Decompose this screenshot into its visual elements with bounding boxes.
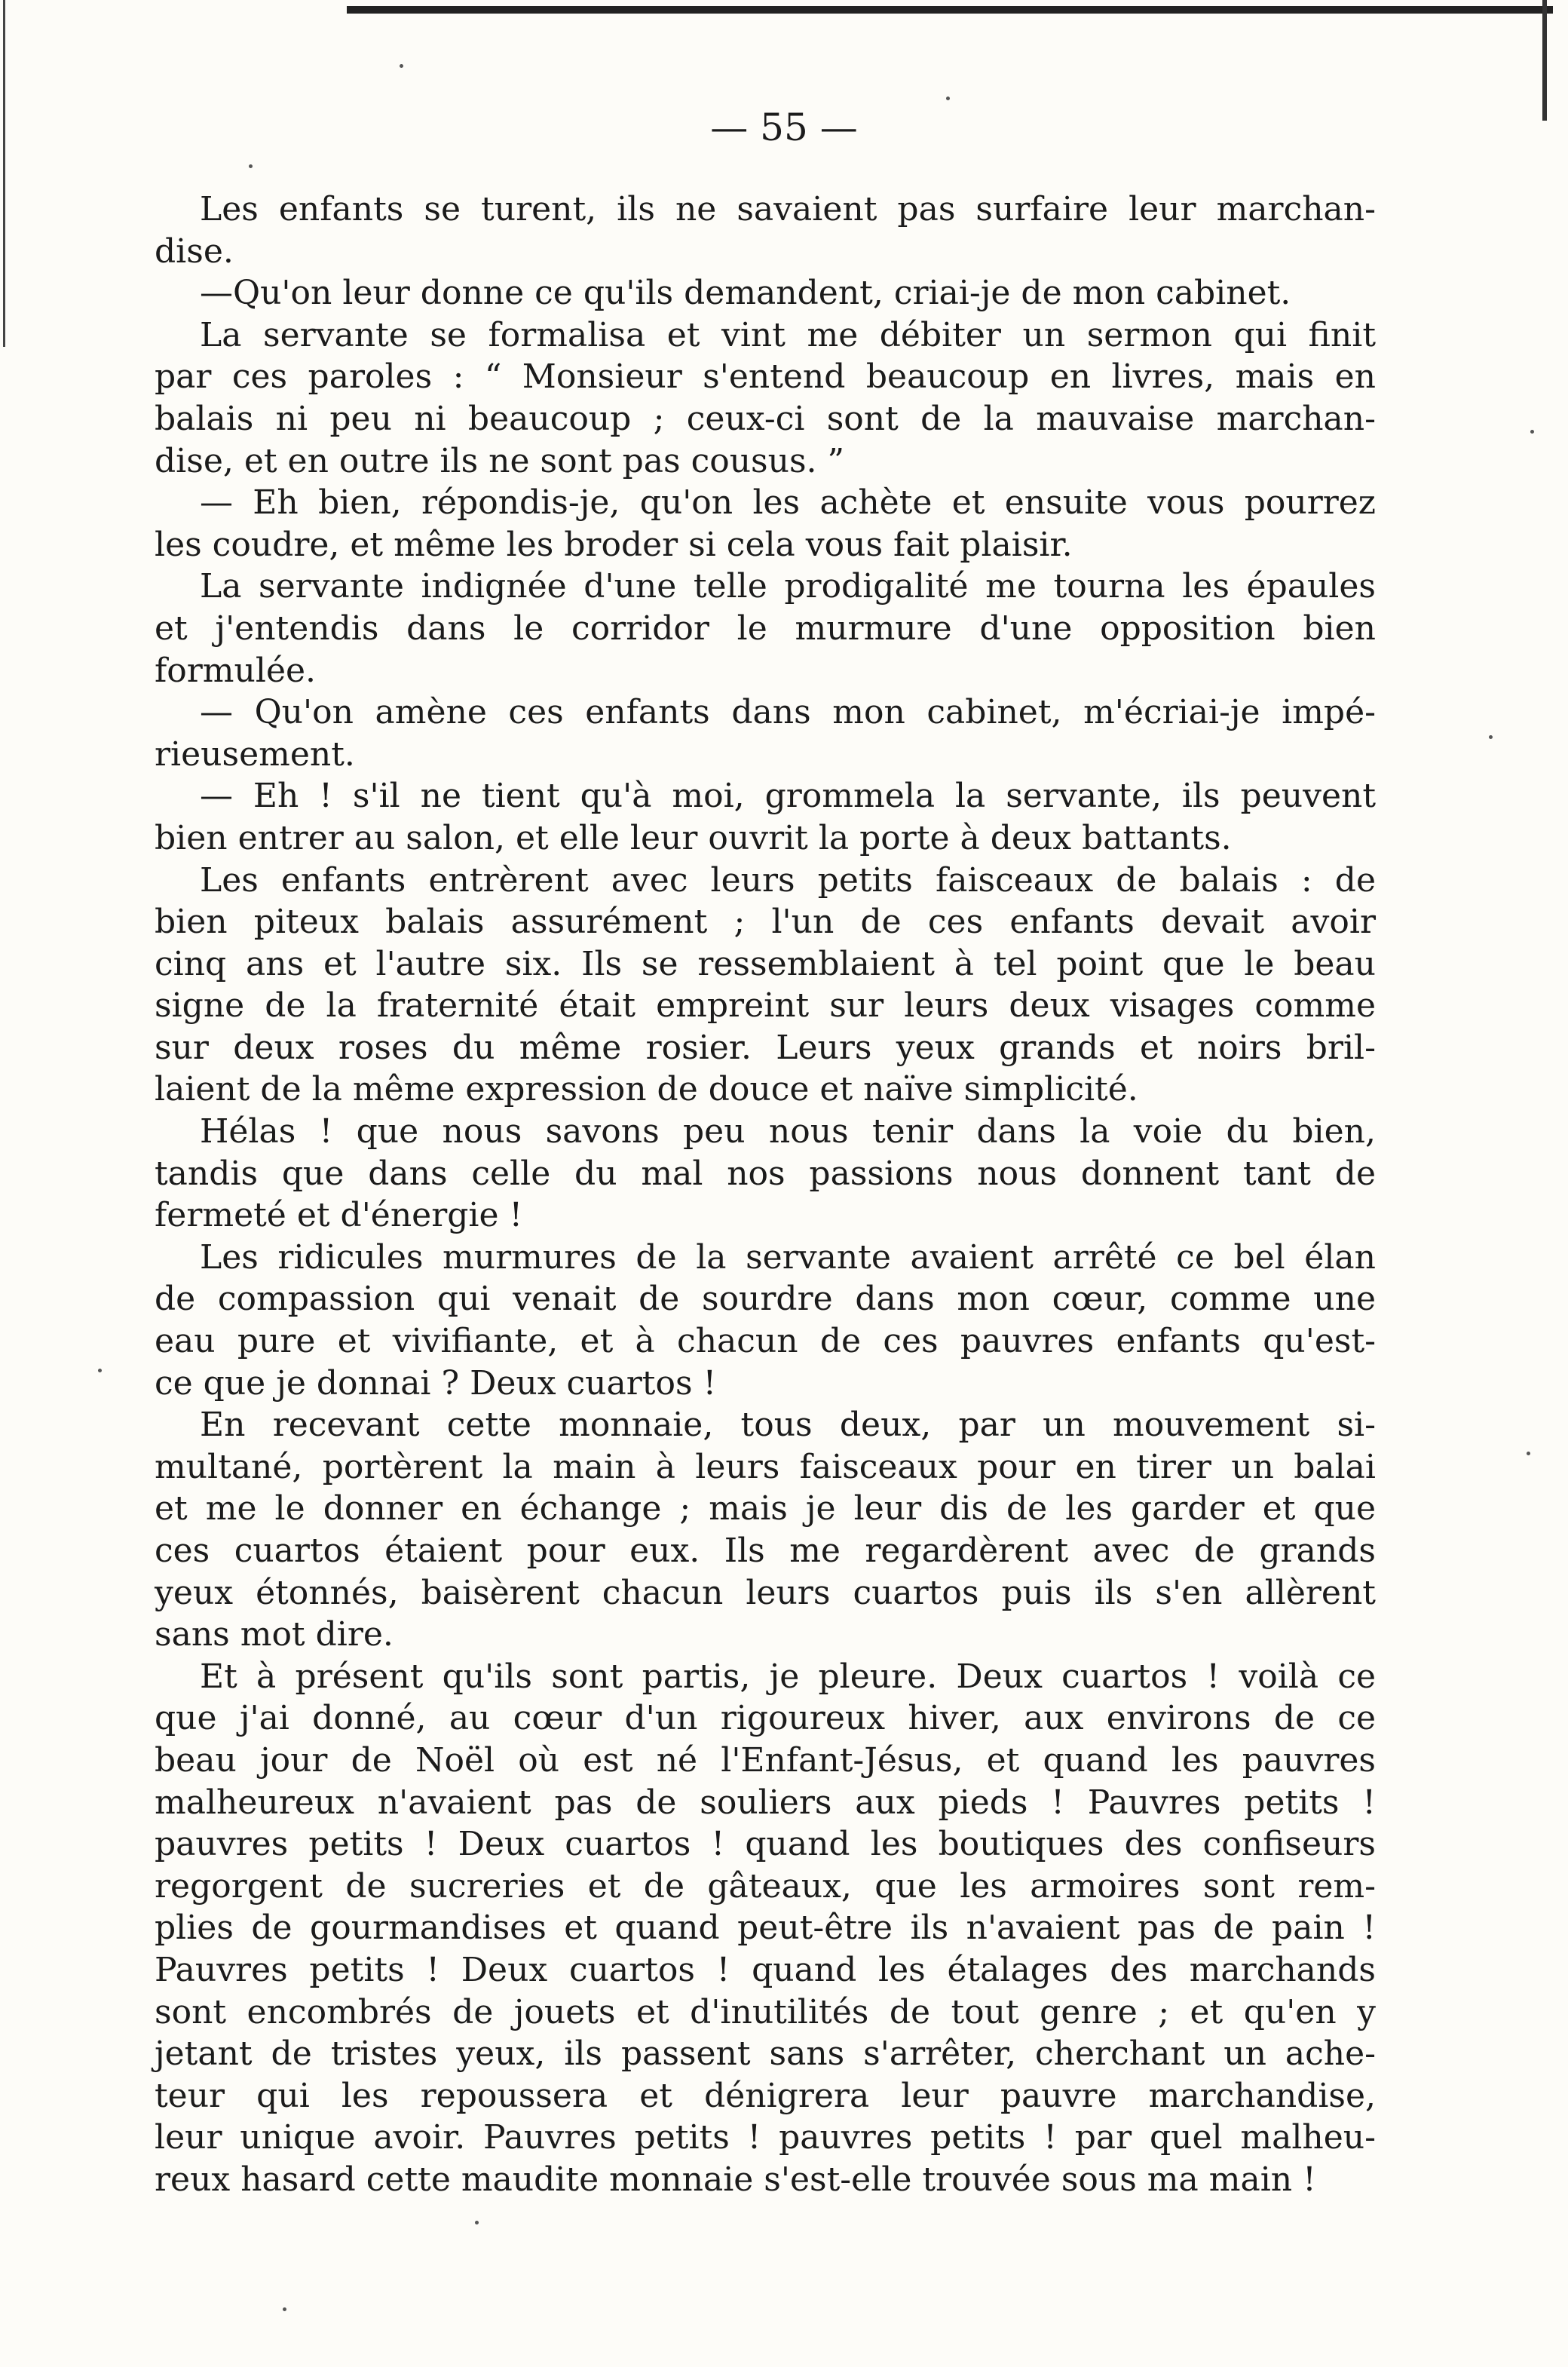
print-speck	[1527, 1452, 1530, 1455]
text-line: plies de gourmandises et quand peut-être ils n'avaient pas de pain !	[155, 1909, 1376, 1948]
text-line: —Qu'on leur donne ce qu'ils demandent, criai-je de mon cabinet.	[200, 274, 1291, 313]
text-line: rieusement.	[155, 734, 355, 774]
text-line: dise, et en outre ils ne sont pas cousus. ”	[155, 441, 845, 480]
text-line: teur qui les repoussera et dénigrera leur pauvre marchandise,	[155, 2076, 1376, 2115]
print-speck	[98, 1369, 102, 1372]
text-line: bien entrer au salon, et elle leur ouvrit la porte à deux battants.	[155, 818, 1232, 857]
text-line: Pauvres petits ! Deux cuartos ! quand les étalages des marchands	[155, 1950, 1376, 1989]
text-line: Hélas ! que nous savons peu nous tenir dans la voie du bien,	[200, 1112, 1376, 1151]
print-speck	[249, 164, 253, 168]
body-text	[155, 189, 1376, 2201]
text-line: bien piteux balais assurément ; l'un de ces enfants devait avoir	[155, 903, 1376, 942]
text-line: fermeté et d'énergie !	[155, 1196, 523, 1235]
text-line: de compassion qui venait de sourdre dans mon cœur, comme une	[155, 1280, 1376, 1319]
text-line: signe de la fraternité était empreint sur leurs deux visages comme	[155, 986, 1376, 1026]
text-line: Les enfants se turent, ils ne savaient pas surfaire leur marchan-	[200, 190, 1376, 228]
text-line: ces cuartos étaient pour eux. Ils me regardèrent avec de grands	[155, 1531, 1376, 1570]
text-line: Et à présent qu'ils sont partis, je pleure. Deux cuartos ! voilà ce	[200, 1657, 1376, 1696]
text-line: sont encombrés de jouets et d'inutilités de tout genre ; et qu'en y	[155, 1992, 1376, 2031]
text-line: balais ni peu ni beaucoup ; ceux-ci sont de la mauvaise marchan-	[155, 399, 1376, 438]
text-line: sans mot dire.	[155, 1615, 394, 1654]
text-line: formulée.	[155, 651, 317, 690]
print-speck	[946, 97, 950, 100]
text-line: malheureux n'avaient pas de souliers aux pieds ! Pauvres petits !	[155, 1783, 1376, 1822]
text-line: La servante se formalisa et vint me débiter un sermon qui finit	[200, 315, 1376, 354]
right-border-rule	[1542, 0, 1547, 121]
text-line: beau jour de Noël où est né l'Enfant-Jésus, et quand les pauvres	[155, 1740, 1376, 1780]
left-border-rule	[3, 0, 5, 347]
text-line: laient de la même expression de douce et naïve simplicité.	[155, 1070, 1138, 1109]
text-line: En recevant cette monnaie, tous deux, par un mouvement si-	[200, 1406, 1376, 1445]
text-line: sur deux roses du même rosier. Leurs yeux grands et noirs bril-	[155, 1028, 1376, 1067]
print-speck	[400, 64, 403, 68]
text-line: yeux étonnés, baisèrent chacun leurs cuartos puis ils s'en allèrent	[155, 1573, 1376, 1612]
print-speck	[1530, 430, 1534, 434]
text-line: jetant de tristes yeux, ils passent sans s'arrêter, cherchant un ache-	[155, 2034, 1376, 2074]
text-line: multané, portèrent la main à leurs faisceaux pour en tirer un balai	[155, 1447, 1376, 1486]
text-line: — Eh bien, répondis-je, qu'on les achète et ensuite vous pourrez	[200, 483, 1376, 523]
text-line: Les enfants entrèrent avec leurs petits faisceaux de balais : de	[200, 860, 1376, 900]
text-line: dise.	[155, 231, 234, 271]
text-line: pauvres petits ! Deux cuartos ! quand les boutiques des confiseurs	[155, 1825, 1376, 1864]
text-line: regorgent de sucreries et de gâteaux, que les armoires sont rem-	[155, 1866, 1376, 1906]
text-line: — Eh ! s'il ne tient qu'à moi, grommela la servante, ils peuvent	[200, 777, 1376, 816]
text-line: leur unique avoir. Pauvres petits ! pauvres petits ! par quel malheu-	[155, 2118, 1376, 2157]
text-line: Les ridicules murmures de la servante avaient arrêté ce bel élan	[200, 1237, 1376, 1277]
text-line: La servante indignée d'une telle prodigalité me tourna les épaules	[200, 567, 1376, 606]
text-line: et j'entendis dans le corridor le murmure d'une opposition bien	[155, 609, 1376, 648]
page-number: — 55 —	[710, 106, 858, 149]
text-line: reux hasard cette maudite monnaie s'est-elle trouvée sous ma main !	[155, 2160, 1316, 2199]
text-line: ce que je donnai ? Deux cuartos !	[155, 1363, 717, 1403]
print-speck	[475, 2221, 479, 2224]
text-line: les coudre, et même les broder si cela vous fait plaisir.	[155, 525, 1073, 564]
text-line: par ces paroles : “ Monsieur s'entend beaucoup en livres, mais en	[155, 357, 1376, 397]
text-line: que j'ai donné, au cœur d'un rigoureux hiver, aux environs de ce	[155, 1699, 1376, 1738]
print-speck	[1489, 735, 1493, 739]
top-border-rule	[347, 6, 1553, 14]
print-speck	[283, 2307, 286, 2311]
text-line: — Qu'on amène ces enfants dans mon cabinet, m'écriai-je impé-	[200, 693, 1376, 732]
text-line: eau pure et vivifiante, et à chacun de ces pauvres enfants qu'est-	[155, 1322, 1376, 1361]
text-line: tandis que dans celle du mal nos passions nous donnent tant de	[155, 1154, 1376, 1193]
text-line: cinq ans et l'autre six. Ils se ressemblaient à tel point que le beau	[155, 944, 1376, 983]
text-line: et me le donner en échange ; mais je leur dis de les garder et que	[155, 1489, 1376, 1528]
